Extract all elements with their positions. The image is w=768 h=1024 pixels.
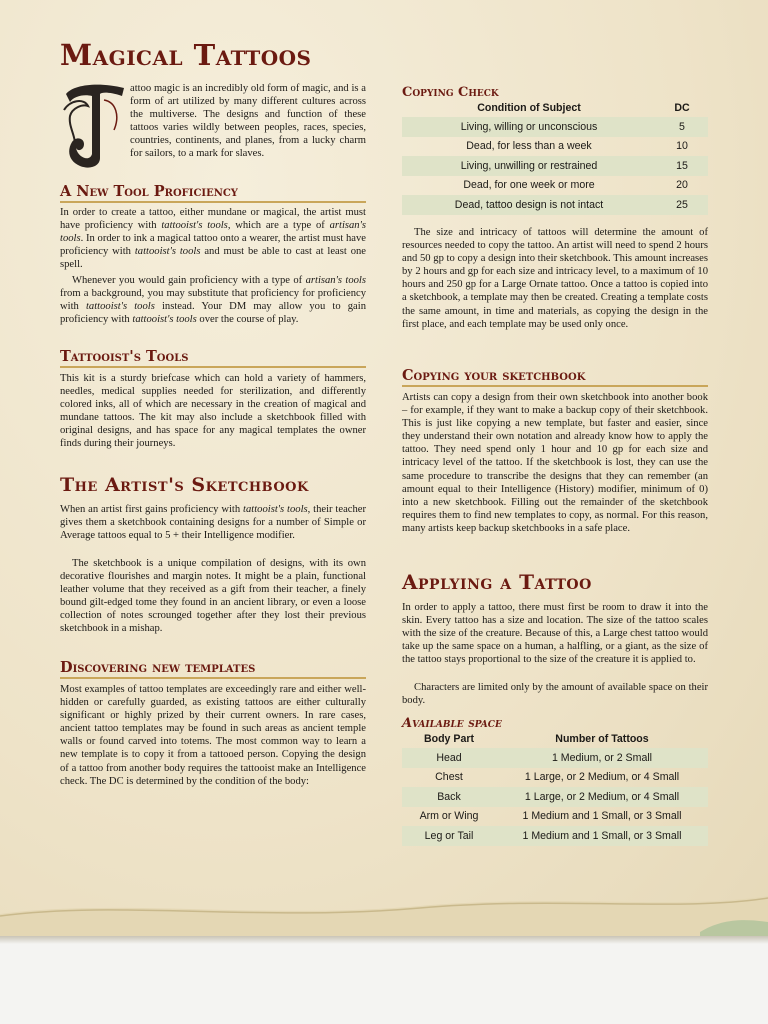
copying-check-table (402, 99, 708, 215)
footer-ornament (0, 876, 768, 936)
tattooist-tools-paragraph: This kit is a sturdy briefcase which can hold a variety of hammers, needles, medical supplies needed for sterilization, and differently colored inks, all of which are necessary in the creation of magical and mundane tattoos. The kit may also include a sketchbook filled with original designs, and has space for any magical templates the owner finds during their journeys. (60, 373, 366, 450)
sketchbook-paragraph-2: The sketchbook is a unique compilation of designs, with its own decorative flourishes and margin notes. It might be a plain, functional leather volume that they received as a gift from their teacher, a finely bound gilt-edged tome they found in an ancient library, or even a loose collection of notes scrounged together after they lost their previous sketchbook in a mishap. (60, 558, 366, 635)
applying-paragraph-1: In order to apply a tattoo, there must first be room to draw it into the skin. Every tattoo has a size and location. The size of the tattoo scales with the size of the creature. Because of this, a Large chest tattoo would take up the same space on a human, a halfling, or a giant, as the size of the tattoo stays proportional to the size of the creature it is applied to. (402, 602, 708, 666)
page-shadow (0, 936, 768, 944)
copying-check-paragraph: The size and intricacy of tattoos will determine the amount of resources needed to copy the tattoo. An artist will need to spend 2 hours and 50 gp to copy a design into their sketchbook. This amount increases by 2 hours and gp for each size and intricacy level, to a maximum of 10 hours and 250 gp for a Large Ornate tattoo. Once a tattoo is copied into a sketchbook, a template may then be created. Creating a template costs the same amount, in time and materials, as copying the design in the first place, and each template may be used only once. (402, 227, 708, 330)
copying-sketchbook-paragraph: Artists can copy a design from their own sketchbook into another book – for example, if they want to make a backup copy of their sketchbook. This is just like copying a new template, but faster and easier, since they understand their own notation and already know how to apply the tattoo. They need spend only 1 hour and 10 gp for each size and intricacy level of the tattoo. If the sketchbook is lost, they can use the same procedure to transcribe the designs that they can remember (an amount equal to their Intelligence (History) modifier, minimum of 0) into a new sketchbook. Filling out the remainder of the sketchbook requires them to find new templates to copy, as normal. For this reason, many artists keep backup sketchbooks in a safe place. (402, 392, 708, 534)
table-row: Head 1 Medium, or 2 Small (402, 748, 708, 768)
available-space-table (402, 730, 708, 846)
table-row: Dead, for one week or more 20 (463, 179, 688, 192)
available-space-heading: Available space (402, 716, 502, 731)
column-header: Condition of Subject (477, 102, 581, 114)
discovering-paragraph: Most examples of tattoo templates are exceedingly rare and either well-hidden or carefully guarded, as existing tattoos are either culturally significant or highly prized by their current owners. In rare cases, ancient tattoo templates may be found in such areas as ancient temple walls or found carved into totems. The most common way to learn a new template is to copy it from a tattooed person. Copying the design of a tattoo from another body requires the tattooist make an Intelligence check. The DC is determined by the condition of the body: (60, 684, 366, 787)
table-row: Chest 1 Large, or 2 Medium, or 4 Small (435, 771, 680, 784)
column-header: DC (674, 102, 690, 114)
section-heading-discovering: Discovering new templates (60, 659, 366, 679)
dropcap-ornament-icon (60, 80, 128, 170)
section-heading-tattooist-tools: Tattooist's Tools (60, 348, 366, 368)
section-heading-copying-sketchbook: Copying your sketchbook (402, 367, 708, 387)
tool-proficiency-paragraph-2: Whenever you would gain proficiency with a type of artisan's tools from a background, you may substitute that proficiency for proficiency with tattooist's tools instead. Your DM may allow you to gain proficiency with tattooist's tools over the course of play. (60, 275, 367, 326)
table-row: Back 1 Large, or 2 Medium, or 4 Small (402, 787, 708, 807)
sketchbook-paragraph-1: When an artist first gains proficiency with tattooist's tools, their teacher gives them a sketchbook containing designs for a number of Simple or Average tattoos equal to 5 + their Intelligence modifier. (60, 504, 367, 542)
section-heading-tool-proficiency: A New Tool Proficiency (60, 183, 366, 203)
applying-paragraph-2: Characters are limited only by the amount of available space on their body. (402, 682, 708, 707)
section-title-applying: Applying a Tattoo (402, 570, 592, 594)
column-header: Body Part (423, 733, 475, 745)
table-row: Living, unwilling or restrained 15 (402, 156, 708, 176)
copying-check-heading: Copying Check (402, 85, 499, 100)
column-header: Number of Tattoos (555, 733, 649, 745)
page-title: Magical Tattoos (60, 38, 312, 72)
intro-paragraph: attoo magic is an incredibly old form of magic, and is a form of art utilized by many different cultures across the multiverse. The designs and function of these tattoos varies wildly between peoples, races, species, countries, continents, and planes, from a lucky charm for sailors, to a mark for slaves. (130, 83, 366, 160)
section-title-sketchbook: The Artist's Sketchbook (60, 474, 309, 496)
table-row: Dead, for less than a week 10 (466, 140, 688, 153)
table-row: Dead, tattoo design is not intact 25 (402, 195, 708, 215)
table-row: Arm or Wing 1 Medium and 1 Small, or 3 Small (419, 810, 682, 823)
table-row: Living, willing or unconscious 5 (402, 117, 708, 137)
table-row: Leg or Tail 1 Medium and 1 Small, or 3 Small (402, 826, 708, 846)
tool-proficiency-paragraph-1: In order to create a tattoo, either mundane or magical, the artist must have proficiency with tattooist's tools, which are a type of artisan's tools. In order to ink a magical tattoo onto a wearer, the artist must have proficiency with tattooist's tools and must be able to cast at least one spell. (60, 207, 366, 271)
